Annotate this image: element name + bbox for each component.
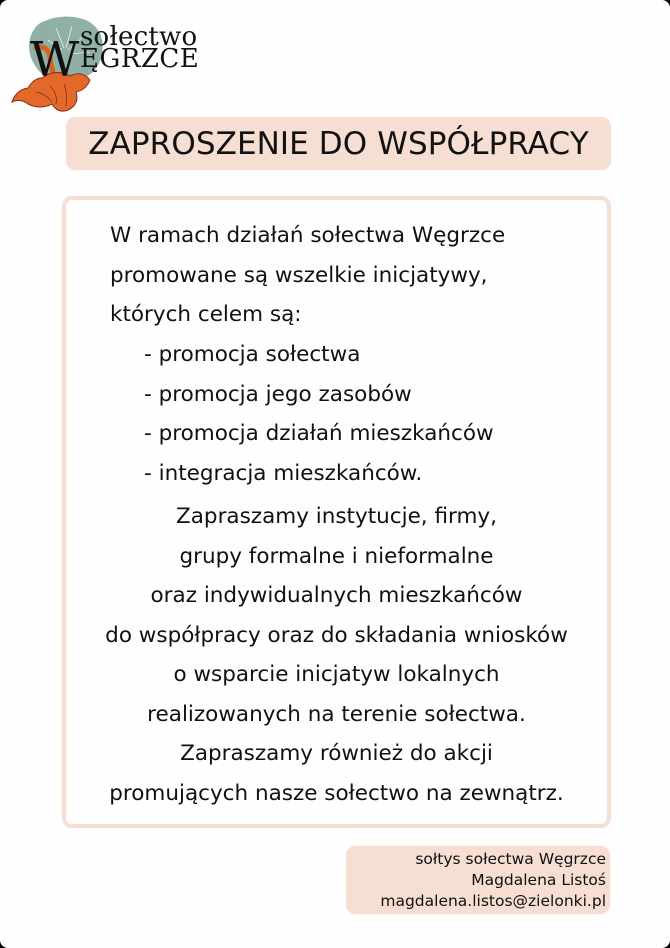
- intro-line: których celem są:: [110, 302, 302, 327]
- invite-line: realizowanych na terenie sołectwa.: [147, 701, 526, 727]
- title-banner: [66, 117, 611, 170]
- logo-rest-text: ĘGRZCE: [80, 44, 200, 74]
- list-item: - promocja sołectwa: [144, 342, 361, 367]
- content-box: [62, 196, 611, 828]
- logo-big-letter: W: [30, 32, 80, 88]
- invite-line: Zapraszamy również do akcji: [180, 741, 493, 766]
- invite-line: Zapraszamy instytucje, firmy,: [176, 504, 497, 529]
- invite-line: promujących nasze sołectwo na zewnątrz.: [109, 780, 564, 806]
- invite-line: do współpracy oraz do składania wniosków: [105, 622, 568, 648]
- signature-email[interactable]: magdalena.listos@zielonki.pl: [380, 892, 606, 910]
- signature-role: sołtys sołectwa Węgrzce: [415, 850, 606, 868]
- signature-name: Magdalena Listoś: [471, 871, 606, 889]
- list-item: - promocja jego zasobów: [144, 381, 412, 407]
- invitation-paragraph: [66, 497, 607, 813]
- list-item: - promocja działań mieszkańców: [144, 421, 494, 446]
- intro-paragraph: [110, 216, 505, 335]
- list-item: - integracja mieszkańców.: [144, 460, 423, 486]
- invite-line: grupy formalne i nieformalne: [179, 543, 494, 569]
- intro-line: promowane są wszelkie inicjatywy,: [110, 262, 488, 288]
- invite-line: oraz indywidualnych mieszkańców: [150, 583, 523, 608]
- intro-line: W ramach działań sołectwa Węgrzce: [110, 223, 506, 248]
- invite-line: o wsparcie inicjatyw lokalnych: [173, 662, 500, 687]
- page-title: ZAPROSZENIE DO WSPÓŁPRACY: [88, 125, 589, 162]
- signature-box: [346, 846, 610, 914]
- logo-small-text: sołectwo: [80, 22, 198, 52]
- goals-list: [144, 335, 494, 493]
- logo: [6, 14, 216, 120]
